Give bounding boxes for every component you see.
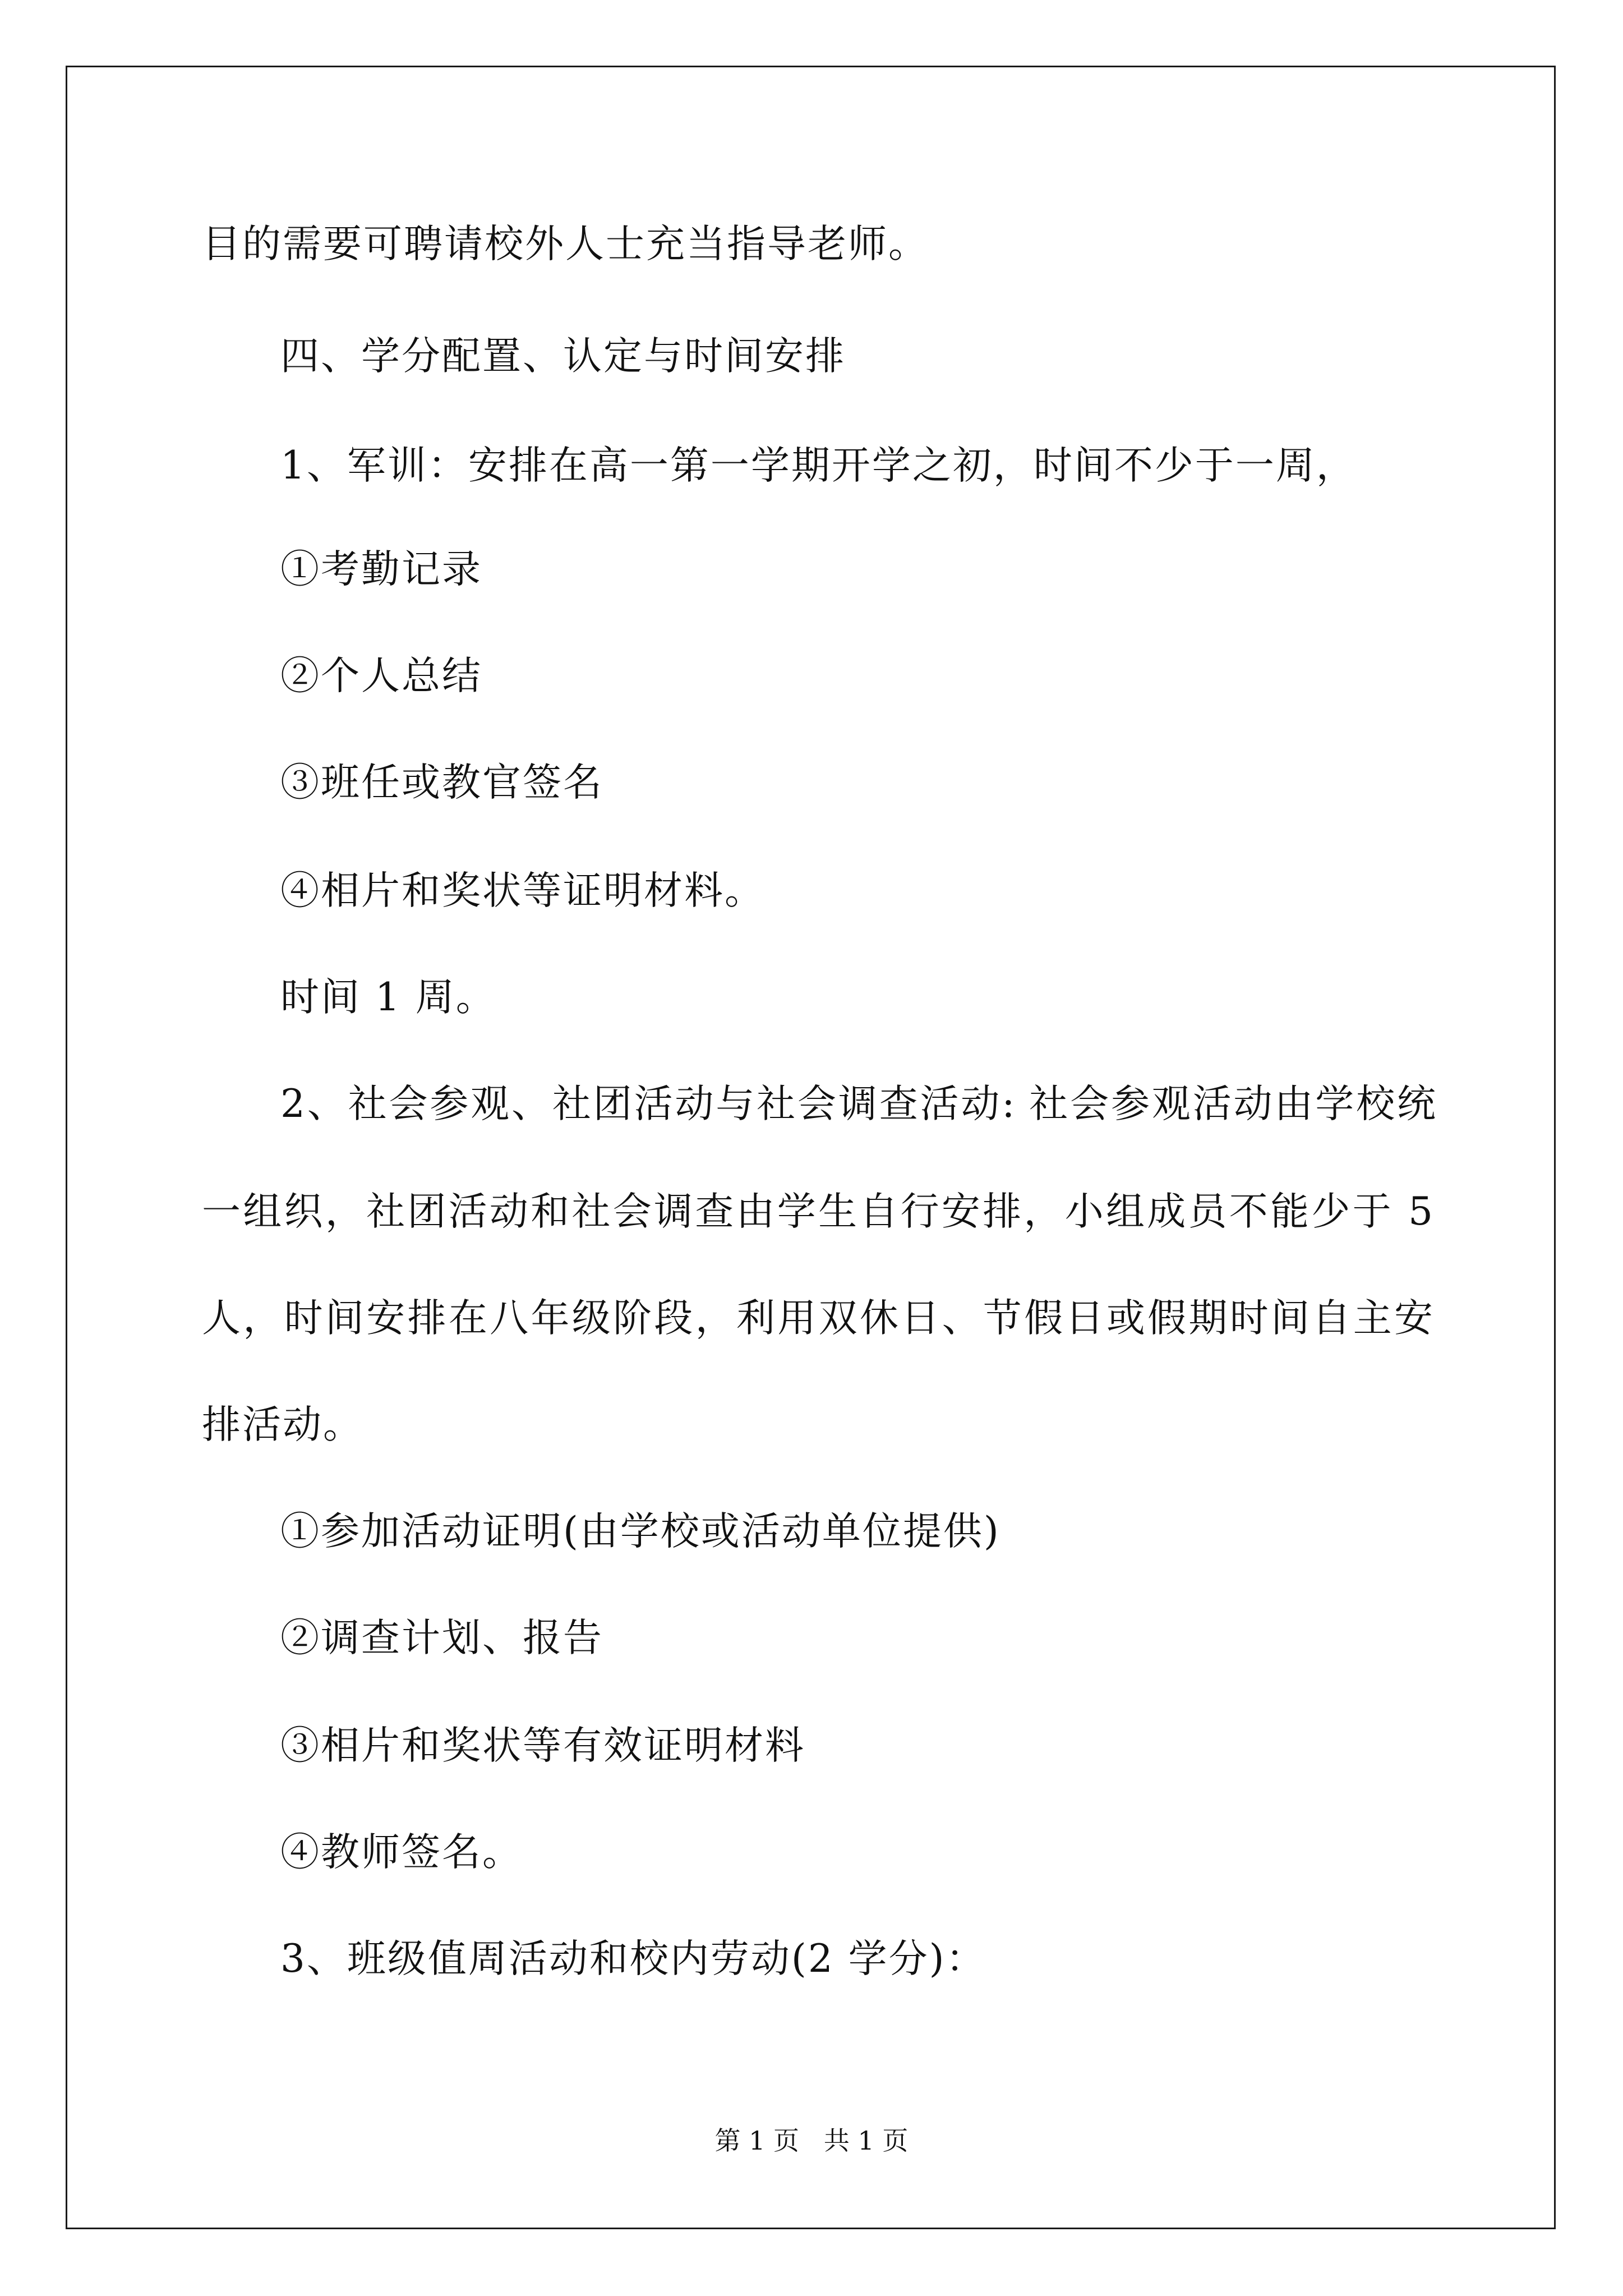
list-item: ①参加活动证明(由学校或活动单位提供) <box>280 1509 1000 1554</box>
section-heading: 四、学分配置、认定与时间安排 <box>280 334 846 379</box>
page-number: 第 1 页 共 1 页 <box>714 2125 909 2156</box>
list-item: ③班任或教官签名 <box>280 760 603 805</box>
paragraph-line: 排活动。 <box>202 1402 363 1447</box>
list-item: ④相片和奖状等证明材料。 <box>280 868 765 913</box>
list-item: ②调查计划、报告 <box>280 1616 603 1660</box>
paragraph-line: 时间 1 周。 <box>280 975 496 1020</box>
paragraph-line: 3、班级值周活动和校内劳动(2 学分)： <box>280 1936 986 1981</box>
paragraph-line: 一组织，社团活动和社会调查由学生自行安排，小组成员不能少于 5 <box>202 1189 1433 1234</box>
list-item: ②个人总结 <box>280 654 482 698</box>
paragraph-line: 人，时间安排在八年级阶段，利用双休日、节假日或假期时间自主安 <box>202 1296 1433 1341</box>
list-item: ④教师签名。 <box>280 1830 523 1875</box>
list-item: ①考勤记录 <box>280 547 482 592</box>
paragraph-line: 2、社会参观、社团活动与社会调查活动: 社会参观活动由学校统 <box>280 1082 1436 1126</box>
paragraph-line: 目的需要可聘请校外人士充当指导老师。 <box>202 222 929 266</box>
paragraph-line: 1、军训：安排在高一第一学期开学之初，时间不少于一周， <box>280 443 1357 488</box>
list-item: ③相片和奖状等有效证明材料 <box>280 1723 805 1768</box>
